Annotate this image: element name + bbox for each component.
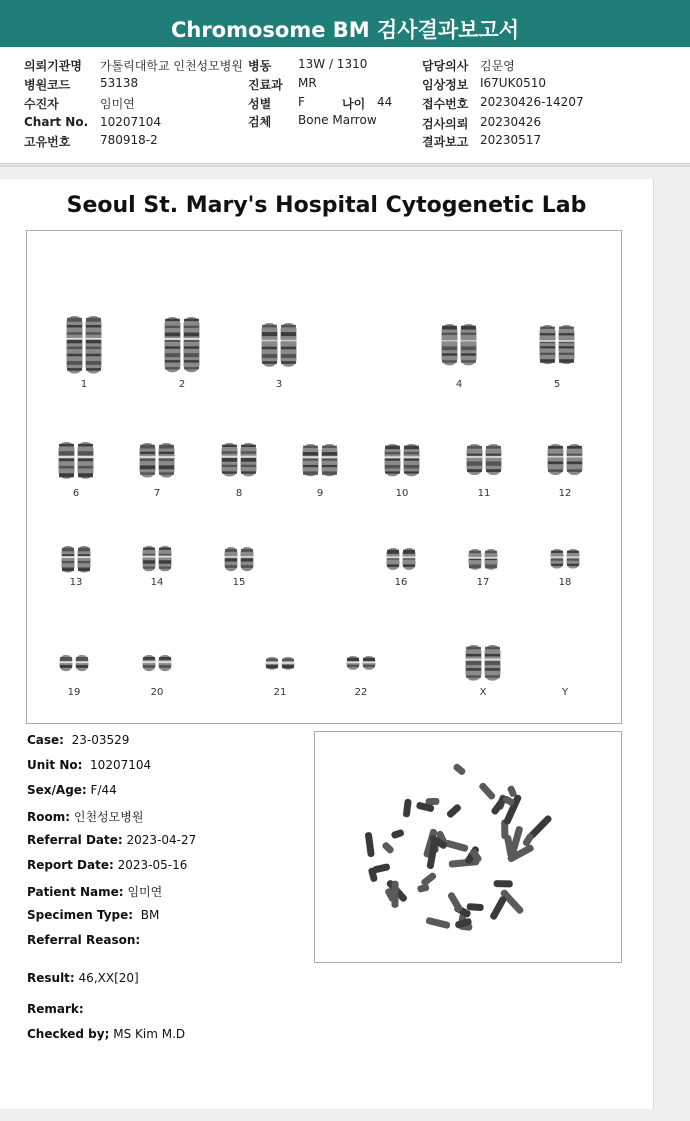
chromosome-label-10: 10 bbox=[395, 488, 409, 499]
chromosome-label-Y: Y bbox=[561, 687, 569, 698]
case-row bbox=[27, 733, 129, 747]
checked-by-value: MS Kim M.D bbox=[113, 1027, 186, 1041]
chromatid-10-1 bbox=[384, 444, 402, 476]
specimen-label: 검체 bbox=[248, 115, 272, 129]
report-page bbox=[0, 179, 654, 1109]
chromosome-image-14 bbox=[141, 544, 173, 573]
report-date-value: 2023-05-16 bbox=[117, 858, 188, 872]
patient-name-label: Patient Name: bbox=[27, 885, 124, 899]
chromosome-image-17 bbox=[467, 547, 499, 572]
karyotype-panel bbox=[26, 230, 622, 724]
sex-label: 성별 bbox=[248, 97, 272, 111]
chromatid-13-1 bbox=[61, 546, 76, 572]
chromosome-label-17: 17 bbox=[476, 577, 490, 588]
header-divider bbox=[0, 165, 690, 167]
metaphase-chromosome bbox=[365, 832, 375, 858]
dept-value: MR bbox=[298, 76, 317, 90]
chromatid-X-1 bbox=[465, 645, 483, 681]
chromosome-image-4 bbox=[440, 322, 478, 367]
chromosome-label-5: 5 bbox=[553, 379, 561, 390]
chromatid-17-1 bbox=[468, 549, 483, 570]
chromatid-3-1 bbox=[261, 323, 279, 367]
clinical-value: I67UK0510 bbox=[480, 76, 546, 90]
room-row bbox=[27, 808, 143, 825]
remark-row bbox=[27, 1002, 84, 1016]
chromosome-image-11 bbox=[465, 442, 503, 477]
chromosome-label-3: 3 bbox=[275, 379, 283, 390]
doctor-value: 김문영 bbox=[480, 59, 515, 73]
hospital-label: 의뢰기관명 bbox=[24, 59, 82, 73]
report-title-bar bbox=[0, 0, 690, 47]
chromosome-label-19: 19 bbox=[67, 687, 81, 698]
unique-no-value: 780918-2 bbox=[100, 133, 158, 147]
patient-value: 임미연 bbox=[100, 97, 135, 111]
sexage-value: F/44 bbox=[90, 783, 117, 797]
unique-no-label: 고유번호 bbox=[24, 135, 71, 149]
chromosome-label-15: 15 bbox=[232, 577, 246, 588]
metaphase-chromosome bbox=[452, 763, 466, 777]
chromatid-2-1 bbox=[164, 317, 182, 372]
chromatid-13-2 bbox=[77, 546, 92, 572]
chromatid-17-2 bbox=[484, 549, 499, 570]
receipt-label: 접수번호 bbox=[422, 97, 469, 111]
specimen-type-value: BM bbox=[140, 908, 160, 922]
age-label: 나이 bbox=[342, 97, 366, 111]
metaphase-chromosome bbox=[381, 841, 395, 855]
hospital-code-label: 병원코드 bbox=[24, 78, 71, 92]
metaphase-chromosome bbox=[478, 782, 496, 801]
sexage-label: Sex/Age: bbox=[27, 783, 87, 797]
metaphase-chromosome bbox=[425, 917, 450, 930]
sex-value: F bbox=[298, 95, 305, 109]
chromatid-22-1 bbox=[346, 656, 361, 670]
chromosome-label-22: 22 bbox=[354, 687, 368, 698]
chromatid-21-1 bbox=[265, 657, 280, 670]
hospital-code-value: 53138 bbox=[100, 76, 139, 90]
chromosome-image-20 bbox=[141, 653, 173, 673]
chromatid-6-2 bbox=[77, 442, 95, 479]
chromosome-image-22 bbox=[345, 654, 377, 672]
chromosome-label-14: 14 bbox=[150, 577, 164, 588]
chromosome-label-12: 12 bbox=[558, 488, 572, 499]
chromatid-X-2 bbox=[484, 645, 502, 681]
chromosome-label-4: 4 bbox=[455, 379, 463, 390]
chromatid-19-2 bbox=[75, 655, 90, 671]
doctor-label: 담당의사 bbox=[422, 59, 469, 73]
specimen-type-label: Specimen Type: bbox=[27, 908, 134, 922]
metaphase-chromosome bbox=[446, 803, 463, 819]
chromosome-label-2: 2 bbox=[178, 379, 186, 390]
chromatid-12-2 bbox=[566, 444, 584, 475]
page-bottom-margin bbox=[0, 1109, 690, 1121]
chromatid-8-2 bbox=[240, 443, 258, 476]
result-report-value: 20230517 bbox=[480, 133, 542, 147]
age-value: 44 bbox=[377, 95, 393, 109]
chromosome-label-9: 9 bbox=[316, 488, 324, 499]
specimen-type-row bbox=[27, 908, 159, 922]
chromatid-11-2 bbox=[485, 444, 503, 475]
chromosome-image-1 bbox=[65, 314, 103, 376]
metaphase-image bbox=[314, 731, 622, 963]
patient-name-value: 임미연 bbox=[127, 885, 163, 899]
case-value: 23-03529 bbox=[71, 733, 130, 747]
room-value: 인천성모병원 bbox=[73, 810, 144, 824]
chromosome-image-9 bbox=[301, 442, 339, 478]
request-value: 20230426 bbox=[480, 115, 542, 129]
checked-by-label: Checked by; bbox=[27, 1027, 110, 1041]
lab-title: Seoul St. Mary's Hospital Cytogenetic Lab bbox=[66, 193, 587, 218]
chromatid-7-2 bbox=[158, 443, 176, 478]
checked-by-row bbox=[27, 1027, 185, 1041]
chromosome-label-18: 18 bbox=[558, 577, 572, 588]
metaphase-chromosome bbox=[494, 880, 513, 887]
chromatid-3-2 bbox=[280, 323, 298, 367]
patient-name-row bbox=[27, 883, 162, 900]
chromatid-7-1 bbox=[139, 443, 157, 478]
receipt-value: 20230426-14207 bbox=[480, 95, 584, 109]
chromatid-5-2 bbox=[558, 325, 576, 364]
remark-label: Remark: bbox=[27, 1002, 84, 1016]
chromatid-4-2 bbox=[460, 324, 478, 365]
result-report-label: 결과보고 bbox=[422, 135, 469, 149]
chromatid-5-1 bbox=[539, 325, 557, 364]
chromatid-12-1 bbox=[547, 444, 565, 475]
hospital-value: 가톨릭대학교 인천성모병원 bbox=[100, 59, 243, 73]
chromosome-label-21: 21 bbox=[273, 687, 287, 698]
sexage-row bbox=[27, 783, 117, 797]
result-value: 46,XX[20] bbox=[78, 971, 139, 985]
referral-date-label: Referral Date: bbox=[27, 833, 123, 847]
chromatid-9-2 bbox=[321, 444, 339, 476]
chromosome-image-15 bbox=[223, 545, 255, 573]
metaphase-chromosome bbox=[467, 903, 484, 911]
metaphase-chromosome bbox=[372, 863, 391, 874]
chromatid-6-1 bbox=[58, 442, 76, 479]
chromatid-1-2 bbox=[85, 316, 103, 374]
chromosome-image-13 bbox=[60, 544, 92, 574]
chromatid-18-1 bbox=[550, 549, 565, 569]
report-title: Chromosome BM 검사결과보고서 bbox=[170, 18, 520, 42]
chromatid-14-1 bbox=[142, 546, 157, 571]
dept-label: 진료과 bbox=[248, 78, 283, 92]
chart-no-label: Chart No. bbox=[24, 115, 89, 129]
unit-row bbox=[27, 758, 151, 772]
chromosome-label-X: X bbox=[479, 687, 487, 698]
chromatid-8-1 bbox=[221, 443, 239, 476]
clinical-label: 임상정보 bbox=[422, 78, 469, 92]
chromosome-image-6 bbox=[57, 440, 95, 481]
chromosome-image-2 bbox=[163, 315, 201, 374]
chromosome-label-1: 1 bbox=[80, 379, 88, 390]
chromatid-15-2 bbox=[240, 547, 255, 571]
chromosome-image-3 bbox=[260, 321, 298, 369]
chromosome-image-10 bbox=[383, 442, 421, 478]
chromosome-image-5 bbox=[538, 323, 576, 366]
report-date-label: Report Date: bbox=[27, 858, 114, 872]
referral-date-row bbox=[27, 833, 196, 847]
chromosome-image-8 bbox=[220, 441, 258, 478]
result-label: Result: bbox=[27, 971, 75, 985]
chromosome-label-16: 16 bbox=[394, 577, 408, 588]
patient-header bbox=[0, 47, 690, 164]
chromatid-10-2 bbox=[403, 444, 421, 476]
chromosome-image-19 bbox=[58, 653, 90, 673]
chromatid-16-1 bbox=[386, 548, 401, 570]
chromosome-label-20: 20 bbox=[150, 687, 164, 698]
ward-label: 병동 bbox=[248, 59, 272, 73]
referral-date-value: 2023-04-27 bbox=[126, 833, 197, 847]
referral-reason-label: Referral Reason: bbox=[27, 933, 141, 947]
request-label: 검사의뢰 bbox=[422, 117, 469, 131]
chromatid-2-2 bbox=[183, 317, 201, 372]
chromosome-image-7 bbox=[138, 441, 176, 480]
patient-label: 수진자 bbox=[24, 97, 59, 111]
chromosome-image-21 bbox=[264, 655, 296, 672]
chromosome-label-6: 6 bbox=[72, 488, 80, 499]
case-label: Case: bbox=[27, 733, 64, 747]
referral-reason-row bbox=[27, 933, 140, 947]
chromatid-1-1 bbox=[66, 316, 84, 374]
chromatid-22-2 bbox=[362, 656, 377, 670]
chromosome-label-13: 13 bbox=[69, 577, 83, 588]
chromosome-label-8: 8 bbox=[235, 488, 243, 499]
unit-label: Unit No: bbox=[27, 758, 83, 772]
chromatid-18-2 bbox=[566, 549, 581, 569]
ward-value: 13W / 1310 bbox=[298, 57, 368, 71]
chromatid-15-1 bbox=[224, 547, 239, 571]
metaphase-chromosome bbox=[420, 871, 437, 887]
chromosome-label-11: 11 bbox=[477, 488, 491, 499]
chromosome-label-7: 7 bbox=[153, 488, 161, 499]
chromatid-20-2 bbox=[158, 655, 173, 671]
specimen-value: Bone Marrow bbox=[298, 113, 377, 127]
chromatid-4-1 bbox=[441, 324, 459, 365]
result-row bbox=[27, 971, 139, 985]
chromosome-image-12 bbox=[546, 442, 584, 477]
chromatid-19-1 bbox=[59, 655, 74, 671]
chromatid-9-1 bbox=[302, 444, 320, 476]
chromatid-11-1 bbox=[466, 444, 484, 475]
metaphase-spread bbox=[315, 732, 621, 962]
chromatid-14-2 bbox=[158, 546, 173, 571]
metaphase-chromosome bbox=[391, 829, 405, 840]
chromosome-image-18 bbox=[549, 547, 581, 571]
chromosome-image-X bbox=[464, 643, 502, 683]
chromatid-16-2 bbox=[402, 548, 417, 570]
chromatid-21-2 bbox=[281, 657, 296, 670]
report-date-row bbox=[27, 858, 187, 872]
unit-value: 10207104 bbox=[90, 758, 152, 772]
chromatid-20-1 bbox=[142, 655, 157, 671]
metaphase-chromosome bbox=[444, 839, 469, 852]
room-label: Room: bbox=[27, 810, 71, 824]
metaphase-chromosome bbox=[403, 799, 412, 818]
chromosome-image-16 bbox=[385, 546, 417, 572]
metaphase-chromosome bbox=[489, 895, 507, 921]
chart-no-value: 10207104 bbox=[100, 115, 162, 129]
